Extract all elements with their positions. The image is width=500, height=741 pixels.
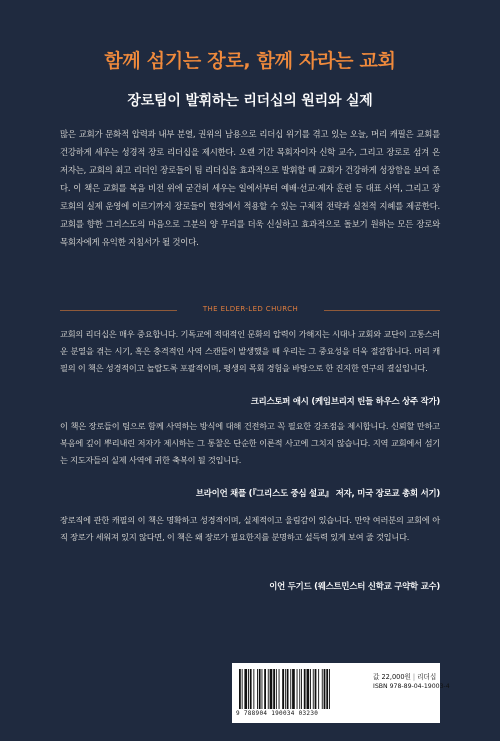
barcode-bar [310, 669, 311, 709]
endorsement-author: 이언 두기드 (웨스트민스터 신학교 구약학 교수) [269, 581, 440, 591]
barcode-bar [276, 669, 277, 709]
price-line: 값 22,000원 | 리더십 [373, 673, 437, 681]
barcode-label [232, 663, 450, 723]
endorsement-text: 장로직에 관한 캐필의 이 책은 명확하고 성경적이며, 실제적이고 울림감이 있습니다. 만약 여러분의 교회에 아직 장로가 세워져 있지 않다면, 이 책은 왜 장로가 필요한지를 분명하고 설득력 있게 보여 줄 것입니다. [60, 515, 440, 543]
barcode-bar [273, 669, 275, 709]
barcode-bar [326, 669, 328, 709]
barcode-bar [259, 669, 261, 709]
intro-paragraph: 많은 교회가 문화적 압력과 내부 분열, 권위의 남용으로 리더십 위기를 겪고 있는 오늘, 머리 캐필은 교회를 건강하게 세우는 성경적 장로 리더십을 제시한다. 오랜 기간 목회자이자 신학 교수, 그리고 장로로 섬겨 온 저자는, 교회의 최고 리더인 장로들이 팀 리더십을 효과적으로 발휘할 때 교회가 건강하게 성장함을 보여 준다. 이 책은 교회를 복음 비전 위에 굳건히 세우는 일에서부터 예배·선교·제자 훈련 등 대표 사역, 그리고 장로회의 실제 운영에 이르기까지 장로들이 현장에서 적용할 수 있는 구체적 전략과 실천적 지혜를 제공한다. 교회를 향한 그리스도의 마음으로 그분의 양 무리를 더욱 신실하고 효과적으로 돌보기 원하는 모든 장로와 목회자에게 유익한 지침서가 될 것이다. [60, 129, 440, 247]
barcode-bar [268, 669, 269, 709]
barcode-bar [248, 669, 249, 709]
barcode-bar [250, 669, 252, 709]
barcode-bar [257, 669, 258, 709]
category: 리더십 [417, 673, 437, 681]
price: 값 22,000원 [373, 673, 411, 681]
barcode-digits: 9 788904 190034 03230 [236, 710, 319, 717]
barcode-bar [242, 669, 243, 709]
barcode-bar [287, 669, 289, 709]
isbn: ISBN 978-89-04-19003-4 [373, 683, 450, 690]
book-title: 함께 섬기는 장로, 함께 자라는 교회 [104, 50, 396, 72]
divider-right [324, 310, 440, 311]
endorsement-author: 크리스토퍼 애시 (케임브리지 틴들 하우스 상주 작가) [250, 396, 440, 406]
barcode-bar [290, 669, 291, 709]
barcode-bar [297, 669, 298, 709]
barcode-bar [279, 669, 280, 709]
barcode-bar [304, 669, 306, 709]
barcode-bar [285, 669, 286, 709]
english-title: THE ELDER-LED CHURCH [202, 305, 299, 313]
barcode-bar [307, 669, 310, 709]
divider-left [60, 310, 177, 311]
barcode-bar [244, 669, 247, 709]
barcode-bar [329, 669, 330, 709]
barcode-bar [322, 669, 323, 709]
endorsement-text: 교회의 리더십은 매우 중요합니다. 기독교에 적대적인 문화의 압력이 가해지는 시대나 교회와 교단이 고통스러운 분열을 겪는 시기, 혹은 충격적인 사역 스캔들이 발생했을 때 우리는 그 중요성을 더욱 절감합니다. 머리 캐필의 이 책은 성경적이고 놀랍도록 포괄적이며, 평생의 목회 경험을 바탕으로 한 진지한 연구의 결실입니다. [60, 329, 440, 374]
barcode-bar [313, 669, 314, 709]
endorsement-author: 브라이언 채플 (『그리스도 중심 설교』 저자, 미국 장로교 총회 서기) [195, 488, 440, 498]
book-subtitle: 장로팀이 발휘하는 리더십의 원리와 실제 [127, 93, 373, 109]
barcode-bar [301, 669, 302, 709]
barcode-bar [299, 669, 300, 709]
barcode-bar [253, 669, 254, 709]
barcode-bar [270, 669, 273, 709]
barcode-bar [264, 669, 266, 709]
barcode-bar [282, 669, 284, 709]
barcode-icon [238, 669, 366, 709]
barcode-bar [315, 669, 317, 709]
barcode-bar [239, 669, 241, 709]
endorsement-text: 이 책은 장로들이 팀으로 함께 사역하는 방식에 대해 건전하고 꼭 필요한 강조점을 제시합니다. 신뢰할 만하고 복음에 깊이 뿌리내린 저자가 제시하는 그 통찰은 단순한 이론적 사고에 그치지 않습니다. 지역 교회에서 섬기는 지도자들의 실제 사역에 귀한 축복이 될 것입니다. [60, 421, 440, 466]
barcode-bar [262, 669, 263, 709]
barcode-bar [292, 669, 295, 709]
barcode-bar [318, 669, 319, 709]
barcode-bar [324, 669, 326, 709]
